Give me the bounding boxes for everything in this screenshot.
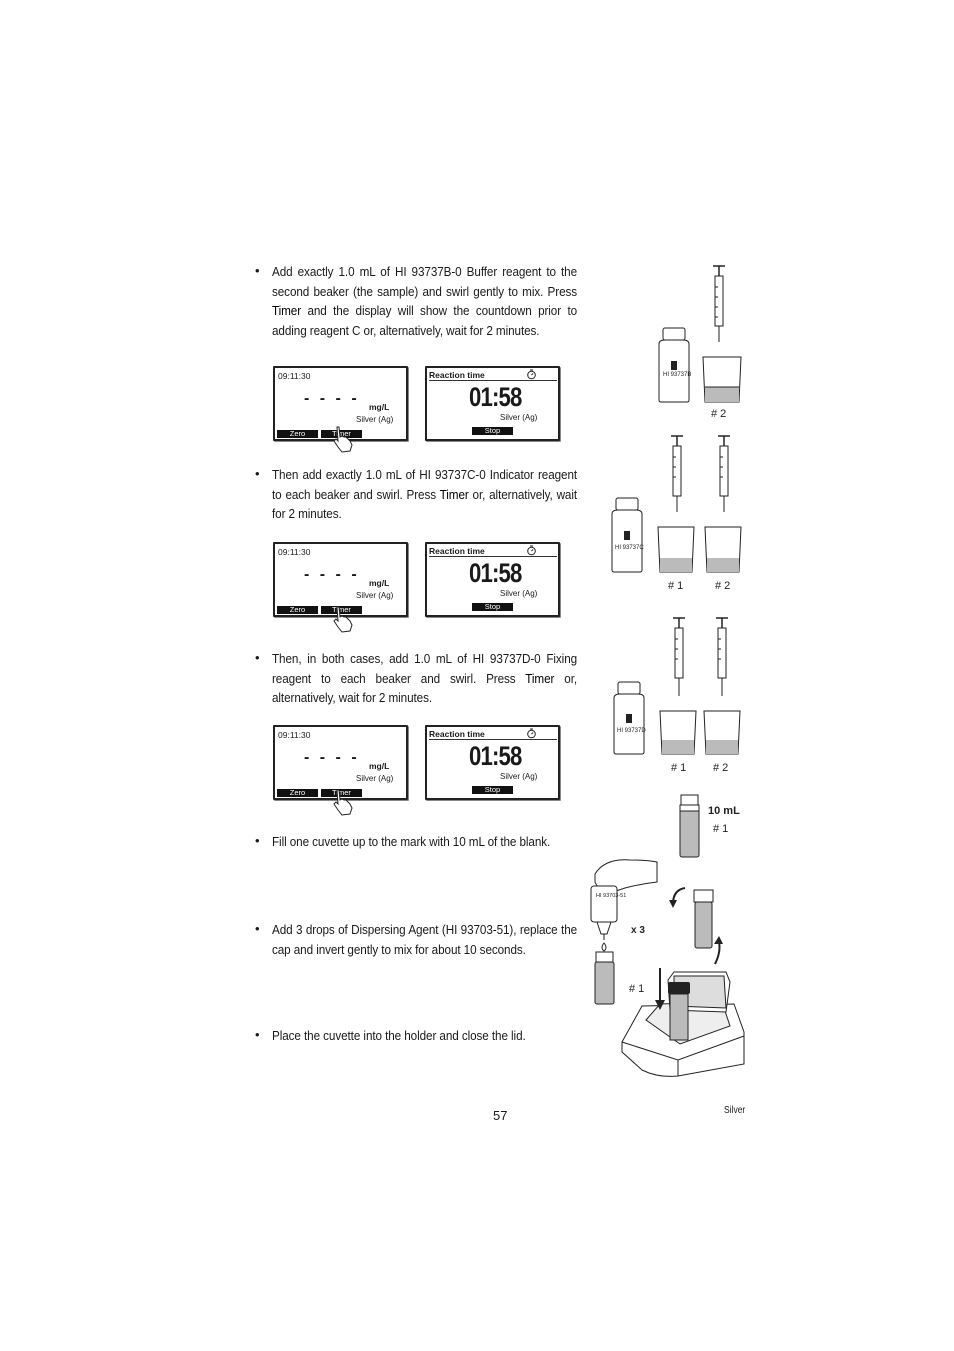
timer-title: Reaction time xyxy=(429,370,485,380)
dropper-label: HI 93703-51 xyxy=(596,893,627,899)
syringe-icon xyxy=(671,436,683,512)
display-reading: - - - - xyxy=(304,749,360,766)
display-clock: 09:11:30 xyxy=(278,371,311,381)
bullet: • xyxy=(255,921,260,936)
drops-count-label: x 3 xyxy=(631,925,645,936)
reagent-d-illustration xyxy=(610,614,750,759)
step-text: Then, in both cases, add 1.0 mL of HI 93737D-0 Fixing reagent to each beaker and swirl. Press Timer or, alternatively, wait for 2 minutes. xyxy=(272,652,578,705)
meter-display-timer xyxy=(425,725,560,800)
bullet: • xyxy=(255,833,260,848)
step-text: Place the cuvette into the holder and close the lid. xyxy=(272,1029,526,1043)
display-reading: - - - - xyxy=(304,390,360,407)
bullet: • xyxy=(255,466,260,481)
step-4 xyxy=(255,833,577,853)
reagent-c-illustration xyxy=(608,432,748,577)
title-divider xyxy=(429,380,557,381)
zero-softkey: Zero xyxy=(277,789,318,797)
stopwatch-icon xyxy=(526,545,537,556)
drop-icon xyxy=(602,943,606,951)
cuvette-icon xyxy=(595,952,614,1004)
beaker-icon xyxy=(705,527,741,572)
timer-title: Reaction time xyxy=(429,546,485,556)
title-divider xyxy=(429,739,557,740)
timer-softkey: Timer xyxy=(321,606,362,614)
bottle-icon xyxy=(659,328,692,402)
timer-key-ref: Timer xyxy=(272,304,302,318)
bottle-label: HI 93737C xyxy=(615,545,644,551)
cuvette-icon xyxy=(677,793,702,859)
step-2 xyxy=(255,466,577,525)
bottle-icon xyxy=(612,498,642,572)
timer-key-ref: Timer xyxy=(525,671,555,686)
display-parameter: Silver (Ag) xyxy=(500,589,538,598)
syringe-icon xyxy=(673,618,685,696)
timer-softkey: Timer xyxy=(321,789,362,797)
beaker-label: # 1 xyxy=(668,580,684,592)
meter-holder-illustration xyxy=(618,960,748,1080)
cuvette-volume-label: 10 mL xyxy=(708,805,740,817)
stop-softkey: Stop xyxy=(472,427,513,435)
beaker-icon xyxy=(658,527,694,572)
reagent-b-illustration xyxy=(655,262,750,407)
syringe-icon xyxy=(718,436,730,512)
display-clock: 09:11:30 xyxy=(278,730,311,740)
step-text: Add exactly 1.0 mL of HI 93737B-0 Buffer reagent to the second beaker (the sample) and swirl gently to mix. Press Timer and the display will show the countdown prior to adding reagent C or, alternatively, wait for 2 minutes. xyxy=(272,265,578,338)
bottle-icon xyxy=(614,682,644,754)
step-1 xyxy=(255,263,577,341)
bullet: • xyxy=(255,650,260,665)
step-5 xyxy=(255,921,577,960)
display-parameter: Silver (Ag) xyxy=(356,591,394,600)
section-label: Silver xyxy=(724,1105,746,1116)
display-unit: mg/L xyxy=(369,402,390,412)
zero-softkey: Zero xyxy=(277,430,318,438)
display-unit: mg/L xyxy=(369,761,390,771)
stop-softkey: Stop xyxy=(472,603,513,611)
page-number: 57 xyxy=(493,1108,508,1123)
pointing-hand-icon xyxy=(330,605,358,635)
step-6 xyxy=(255,1027,577,1047)
zero-softkey: Zero xyxy=(277,606,318,614)
step-3 xyxy=(255,650,577,709)
step-text: Then add exactly 1.0 mL of HI 93737C-0 Indicator reagent to each beaker and swirl. Press Timer or, alternatively, wait for 2 minutes. xyxy=(272,468,578,521)
display-parameter: Silver (Ag) xyxy=(356,415,394,424)
pointing-hand-icon xyxy=(330,425,358,455)
beaker-label: # 2 xyxy=(711,408,727,420)
timer-title: Reaction time xyxy=(429,729,485,739)
meter-display-timer xyxy=(425,366,560,441)
bullet: • xyxy=(255,1027,260,1042)
display-parameter: Silver (Ag) xyxy=(500,413,538,422)
cuvette-icon xyxy=(668,982,690,1040)
timer-countdown: 01:58 xyxy=(469,741,522,771)
stopwatch-icon xyxy=(526,728,537,739)
syringe-icon xyxy=(713,266,725,342)
beaker-label: # 2 xyxy=(715,580,731,592)
beaker-label: # 2 xyxy=(713,762,729,774)
step-text: Fill one cuvette up to the mark with 10 mL of the blank. xyxy=(272,835,551,849)
pointing-hand-icon xyxy=(330,788,358,818)
stopwatch-icon xyxy=(526,369,537,380)
bullet: • xyxy=(255,263,260,278)
timer-countdown: 01:58 xyxy=(469,558,522,588)
bottle-label: HI 93737B xyxy=(663,372,692,378)
step-text: Add 3 drops of Dispersing Agent (HI 93703-51), replace the cap and invert gently to mix for about 10 seconds. xyxy=(272,923,578,957)
cuvette-label: # 1 xyxy=(629,983,645,995)
beaker-icon xyxy=(703,357,741,402)
display-reading: - - - - xyxy=(304,566,360,583)
display-unit: mg/L xyxy=(369,578,390,588)
display-parameter: Silver (Ag) xyxy=(500,772,538,781)
timer-countdown: 01:58 xyxy=(469,382,522,412)
timer-key-ref: Timer xyxy=(439,487,469,502)
cuvette-icon xyxy=(694,890,713,948)
timer-softkey: Timer xyxy=(321,430,362,438)
title-divider xyxy=(429,556,557,557)
beaker-label: # 1 xyxy=(671,762,687,774)
display-clock: 09:11:30 xyxy=(278,547,311,557)
syringe-icon xyxy=(716,618,728,696)
stop-softkey: Stop xyxy=(472,786,513,794)
meter-display-timer xyxy=(425,542,560,617)
beaker-icon xyxy=(660,711,696,754)
display-parameter: Silver (Ag) xyxy=(356,774,394,783)
bottle-label: HI 93737D xyxy=(617,728,646,734)
beaker-icon xyxy=(704,711,740,754)
cuvette-label: # 1 xyxy=(713,823,729,835)
